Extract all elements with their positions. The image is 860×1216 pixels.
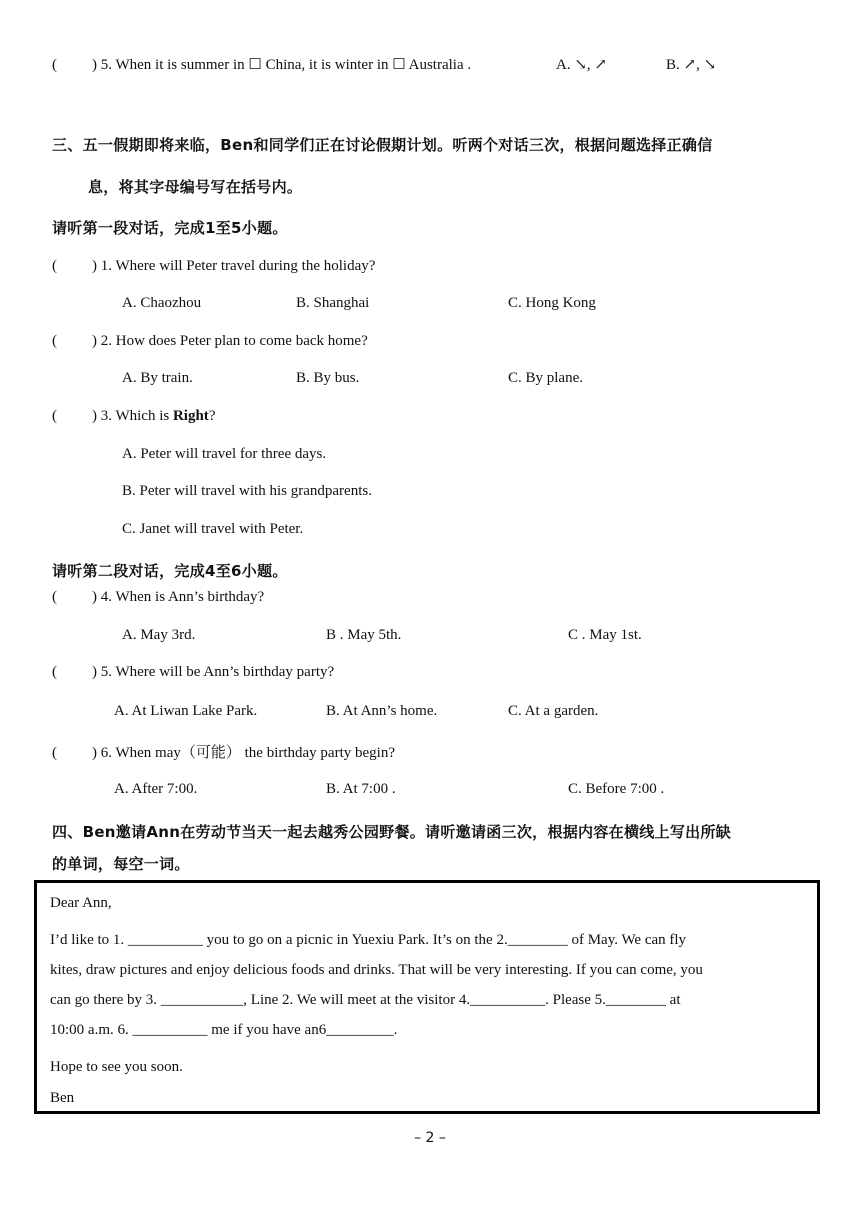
letter-line-1: I’d like to 1. __________ you to go on a picnic in Yuexiu Park. It’s on the 2.________ of May. We can fly — [50, 932, 687, 948]
question-text: ) 2. How does Peter plan to come back home? — [92, 333, 368, 349]
answer-paren: ( — [52, 333, 57, 349]
letter-greeting: Dear Ann, — [50, 895, 112, 911]
q4-option-b: B . May 5th. — [326, 627, 402, 643]
answer-paren: ( — [52, 664, 57, 680]
q2-option-a: A. By train. — [122, 370, 193, 386]
section4-heading-cont: 的单词，每空一词。 — [52, 855, 190, 873]
page-number: – 2 – — [414, 1130, 446, 1146]
dialogue2-title: 请听第二段对话，完成4至6小题。 — [52, 562, 288, 580]
letter-line-3: can go there by 3. ___________, Line 2. We will meet at the visitor 4.__________. Please 5.________ at — [50, 992, 681, 1008]
question-text: ) 3. Which is — [92, 408, 173, 424]
question-text: ) 5. When it is summer in — [92, 57, 245, 73]
q4-option-c: C . May 1st. — [568, 627, 642, 643]
q5-option-c: C. At a garden. — [508, 703, 599, 719]
q6-option-a: A. After 7:00. — [114, 781, 198, 797]
q5-option-b: B. At Ann’s home. — [326, 703, 438, 719]
question-text: ) 4. When is Ann’s birthday? — [92, 589, 265, 605]
question-emphasis: Right — [172, 408, 209, 424]
q1-option-c: C. Hong Kong — [508, 295, 596, 311]
section4-heading: 四、Ben邀请Ann在劳动节当天一起去越秀公园野餐。请听邀请函三次，根据内容在横线上写出所缺 — [52, 823, 732, 841]
option-a: A. ↘, ↗ — [556, 57, 607, 73]
question-2 — [52, 333, 368, 350]
question-6 — [52, 741, 395, 762]
q6-option-c: C. Before 7:00 . — [568, 781, 665, 797]
question-text: ) 5. Where will be Ann’s birthday party? — [92, 664, 335, 680]
checkbox-icon: ☐ — [392, 57, 406, 73]
q1-option-a: A. Chaozhou — [122, 295, 202, 311]
answer-paren: ( — [52, 589, 57, 605]
question-text-middle: China, it is winter in — [265, 57, 389, 73]
q3-option-c: C. Janet will travel with Peter. — [122, 521, 304, 537]
q5-option-a: A. At Liwan Lake Park. — [114, 703, 258, 719]
question-1 — [52, 258, 375, 275]
option-b: B. ↗, ↘ — [666, 57, 717, 73]
q1-option-b: B. Shanghai — [296, 295, 370, 311]
q6-option-b: B. At 7:00 . — [326, 781, 396, 797]
question-5 — [52, 664, 334, 681]
question-row-top — [52, 55, 471, 74]
question-text-end: Australia . — [408, 57, 472, 73]
letter-signature: Ben — [50, 1090, 75, 1106]
checkbox-icon: ☐ — [248, 57, 262, 73]
dialogue1-title: 请听第一段对话，完成1至5小题。 — [52, 219, 288, 237]
question-text-end: ? — [208, 408, 216, 424]
letter-line-4: 10:00 a.m. 6. __________ me if you have an6_________. — [50, 1022, 398, 1038]
q4-option-a: A. May 3rd. — [122, 627, 196, 643]
answer-paren: ( — [52, 258, 57, 274]
question-text: ) 6. When may（可能） the birthday party begin? — [92, 745, 395, 761]
question-4 — [52, 589, 264, 606]
q2-option-c: C. By plane. — [508, 370, 583, 386]
letter-closing: Hope to see you soon. — [50, 1059, 183, 1075]
question-3 — [52, 408, 215, 425]
q2-option-b: B. By bus. — [296, 370, 360, 386]
letter-line-2: kites, draw pictures and enjoy delicious foods and drinks. That will be very interesting. If you can come, you — [50, 962, 703, 978]
answer-paren: ( — [52, 408, 57, 424]
q3-option-b: B. Peter will travel with his grandparents. — [122, 483, 372, 499]
q3-option-a: A. Peter will travel for three days. — [122, 446, 327, 462]
question-text: ) 1. Where will Peter travel during the holiday? — [92, 258, 376, 274]
section3-heading-cont: 息，将其字母编号写在括号内。 — [88, 178, 303, 196]
section3-heading: 三、五一假期即将来临，Ben和同学们正在讨论假期计划。听两个对话三次，根据问题选择正确信 — [52, 136, 713, 154]
answer-paren: ( — [52, 57, 57, 73]
answer-paren: ( — [52, 745, 57, 761]
